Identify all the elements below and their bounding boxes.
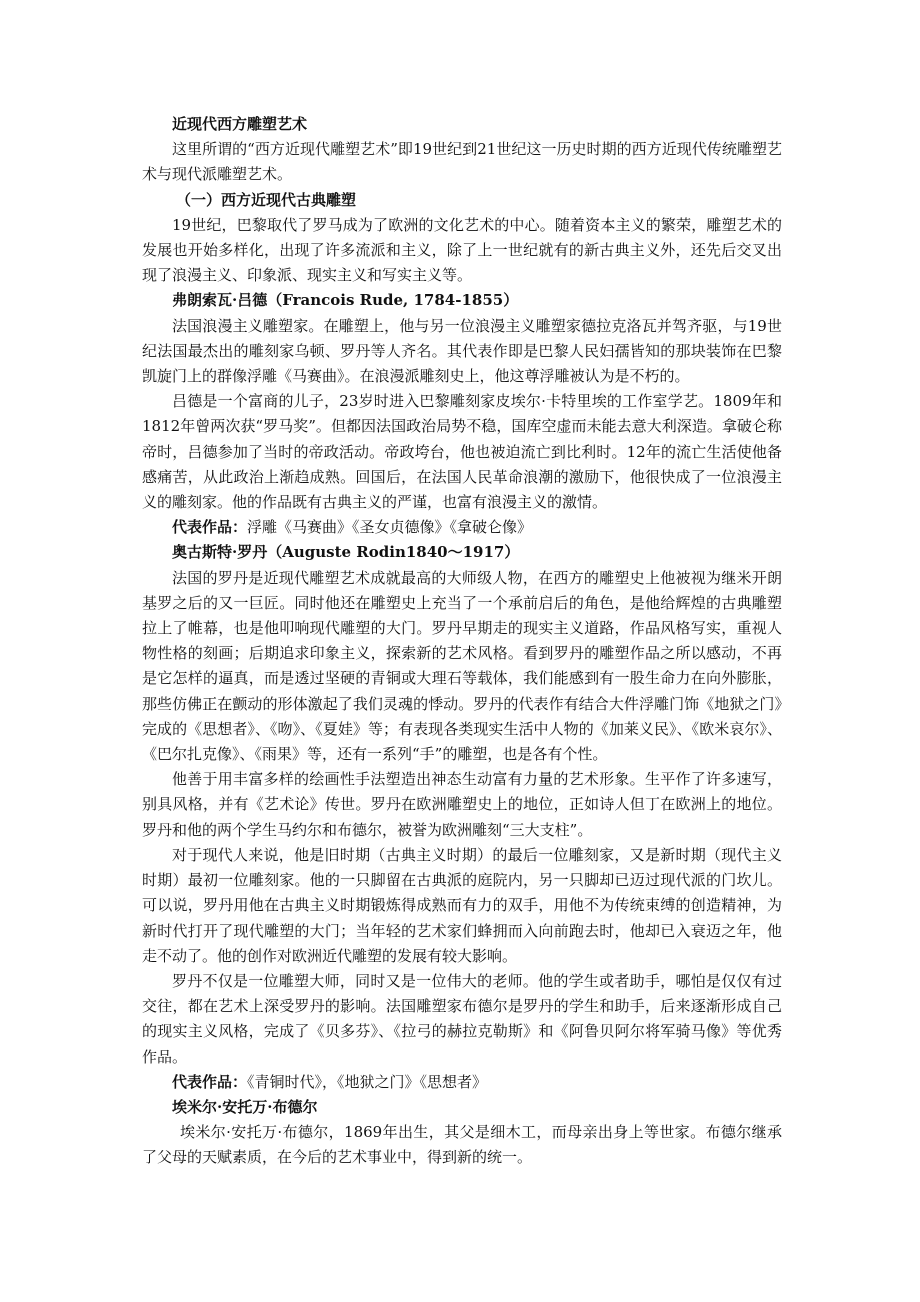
heading-bourdelle: 埃米尔·安托万·布德尔 (172, 1097, 318, 1116)
document-page (142, 112, 782, 1171)
rodin-paragraph-3: 对于现代人来说，他是旧时期（古典主义时期）的最后一位雕刻家，又是新时期（现代主义时期）最初一位雕刻家。他的一只脚留在古典派的庭院内，另一只脚却已迈过现代派的门坎儿。可以说，罗丹用他在古典主义时期锻炼得成熟而有力的双手，用他不为传统束缚的创造精神，为新时代打开了现代雕塑的大门；当年轻的艺术家们蜂拥而入向前跑去时，他却已入衰迈之年，他走不动了。他的创作对欧洲近代雕塑的发展有较大影响。 (142, 845, 782, 965)
rodin-paragraph-1: 法国的罗丹是近现代雕塑艺术成就最高的大师级人物，在西方的雕塑史上他被视为继米开朗基罗之后的又一巨匠。同时他还在雕塑史上充当了一个承前启后的角色，是他给辉煌的古典雕塑拉上了帷幕，也是他叩响现代雕塑的大门。罗丹早期走的现实主义道路，作品风格写实，重视人物性格的刻画；后期追求印象主义，探索新的艺术风格。看到罗丹的雕塑作品之所以感动，不再是它怎样的逼真，而是透过坚硬的青铜或大理石等载体，我们能感到有一股生命力在向外膨胀，那些仿佛正在颤动的形体激起了我们灵魂的悸动。罗丹的代表作有结合大件浮雕门饰《地狱之门》完成的《思想者》、《吻》、《夏娃》等；有表现各类现实生活中人物的《加莱义民》、《欧米哀尔》、《巴尔扎克像》、《雨果》等，还有一系列“手”的雕塑，也是各有个性。 (142, 568, 782, 764)
rodin-paragraph-2: 他善于用丰富多样的绘画性手法塑造出神态生动富有力量的艺术形象。生平作了许多速写，别具风格，并有《艺术论》传世。罗丹在欧洲雕塑史上的地位，正如诗人但丁在欧洲上的地位。罗丹和他的两个学生马约尔和布德尔，被誉为欧洲雕刻“三大支柱”。 (142, 770, 782, 839)
rude-paragraph-2: 吕德是一个富商的儿子，23岁时进入巴黎雕刻家皮埃尔·卡特里埃的工作室学艺。1809年和1812年曾两次获“罗马奖”。但都因法国政治局势不稳，国库空虚而未能去意大利深造。拿破仑称帝时，吕德参加了当时的帝政活动。帝政垮台，他也被迫流亡到比利时。12年的流亡生活使他备感痛苦，从此政治上渐趋成熟。回国后，在法国人民革命浪潮的激励下，他很快成了一位浪漫主义的雕刻家。他的作品既有古典主义的严谨，也富有浪漫主义的激情。 (142, 392, 782, 512)
section-paragraph-classical: 19世纪，巴黎取代了罗马成为了欧洲的文化艺术的中心。随着资本主义的繁荣，雕塑艺术的发展也开始多样化，出现了许多流派和主义，除了上一世纪就有的新古典主义外，还先后交叉出现了浪漫主义、印象派、现实主义和写实主义等。 (142, 215, 782, 285)
rodin-paragraph-4: 罗丹不仅是一位雕塑大师，同时又是一位伟大的老师。他的学生或者助手，哪怕是仅仅有过交往，都在艺术上深受罗丹的影响。法国雕塑家布德尔是罗丹的学生和助手，后来逐渐形成自己的现实主义风格，完成了《贝多芬》、《拉弓的赫拉克勒斯》和《阿鲁贝阿尔将军骑马像》等优秀作品。 (142, 971, 782, 1066)
intro-paragraph: 这里所谓的“西方近现代雕塑艺术”即19世纪到21世纪这一历史时期的西方近现代传统雕塑艺术与现代派雕塑艺术。 (142, 140, 782, 184)
rodin-works-text: 《青铜时代》，《地狱之门》《思想者》 (247, 1072, 488, 1091)
page-title: 近现代西方雕塑艺术 (172, 115, 308, 133)
rude-works-label: 代表作品： (172, 518, 248, 537)
rude-paragraph-1: 法国浪漫主义雕塑家。在雕塑上，他与另一位浪漫主义雕塑家德拉克洛瓦并驾齐驱，与19世纪法国最杰出的雕刻家乌顿、罗丹等人齐名。其代表作即是巴黎人民妇孺皆知的那块装饰在巴黎凯旋门上的群像浮雕《马赛曲》。在浪漫派雕刻史上，他这尊浮雕被认为是不朽的。 (142, 316, 782, 386)
rude-works-text: 浮雕《马赛曲》《圣女贞德像》《拿破仑像》 (247, 518, 533, 537)
rude-works (142, 515, 782, 540)
rodin-works-label: 代表作品： (172, 1072, 248, 1091)
bourdelle-paragraph-1: 埃米尔·安托万·布德尔，1869年出生，其父是细木工，而母亲出身上等世家。布德尔继承了父母的天赋素质，在今后的艺术事业中，得到新的统一。 (142, 1123, 782, 1167)
heading-rodin: 奥古斯特·罗丹（Auguste Rodin1840～1917） (172, 543, 520, 562)
section-heading-classical: （一）西方近现代古典雕塑 (176, 190, 357, 209)
heading-rude: 弗朗索瓦·吕德（Francois Rude, 1784-1855） (172, 291, 519, 310)
rodin-works (142, 1070, 782, 1095)
